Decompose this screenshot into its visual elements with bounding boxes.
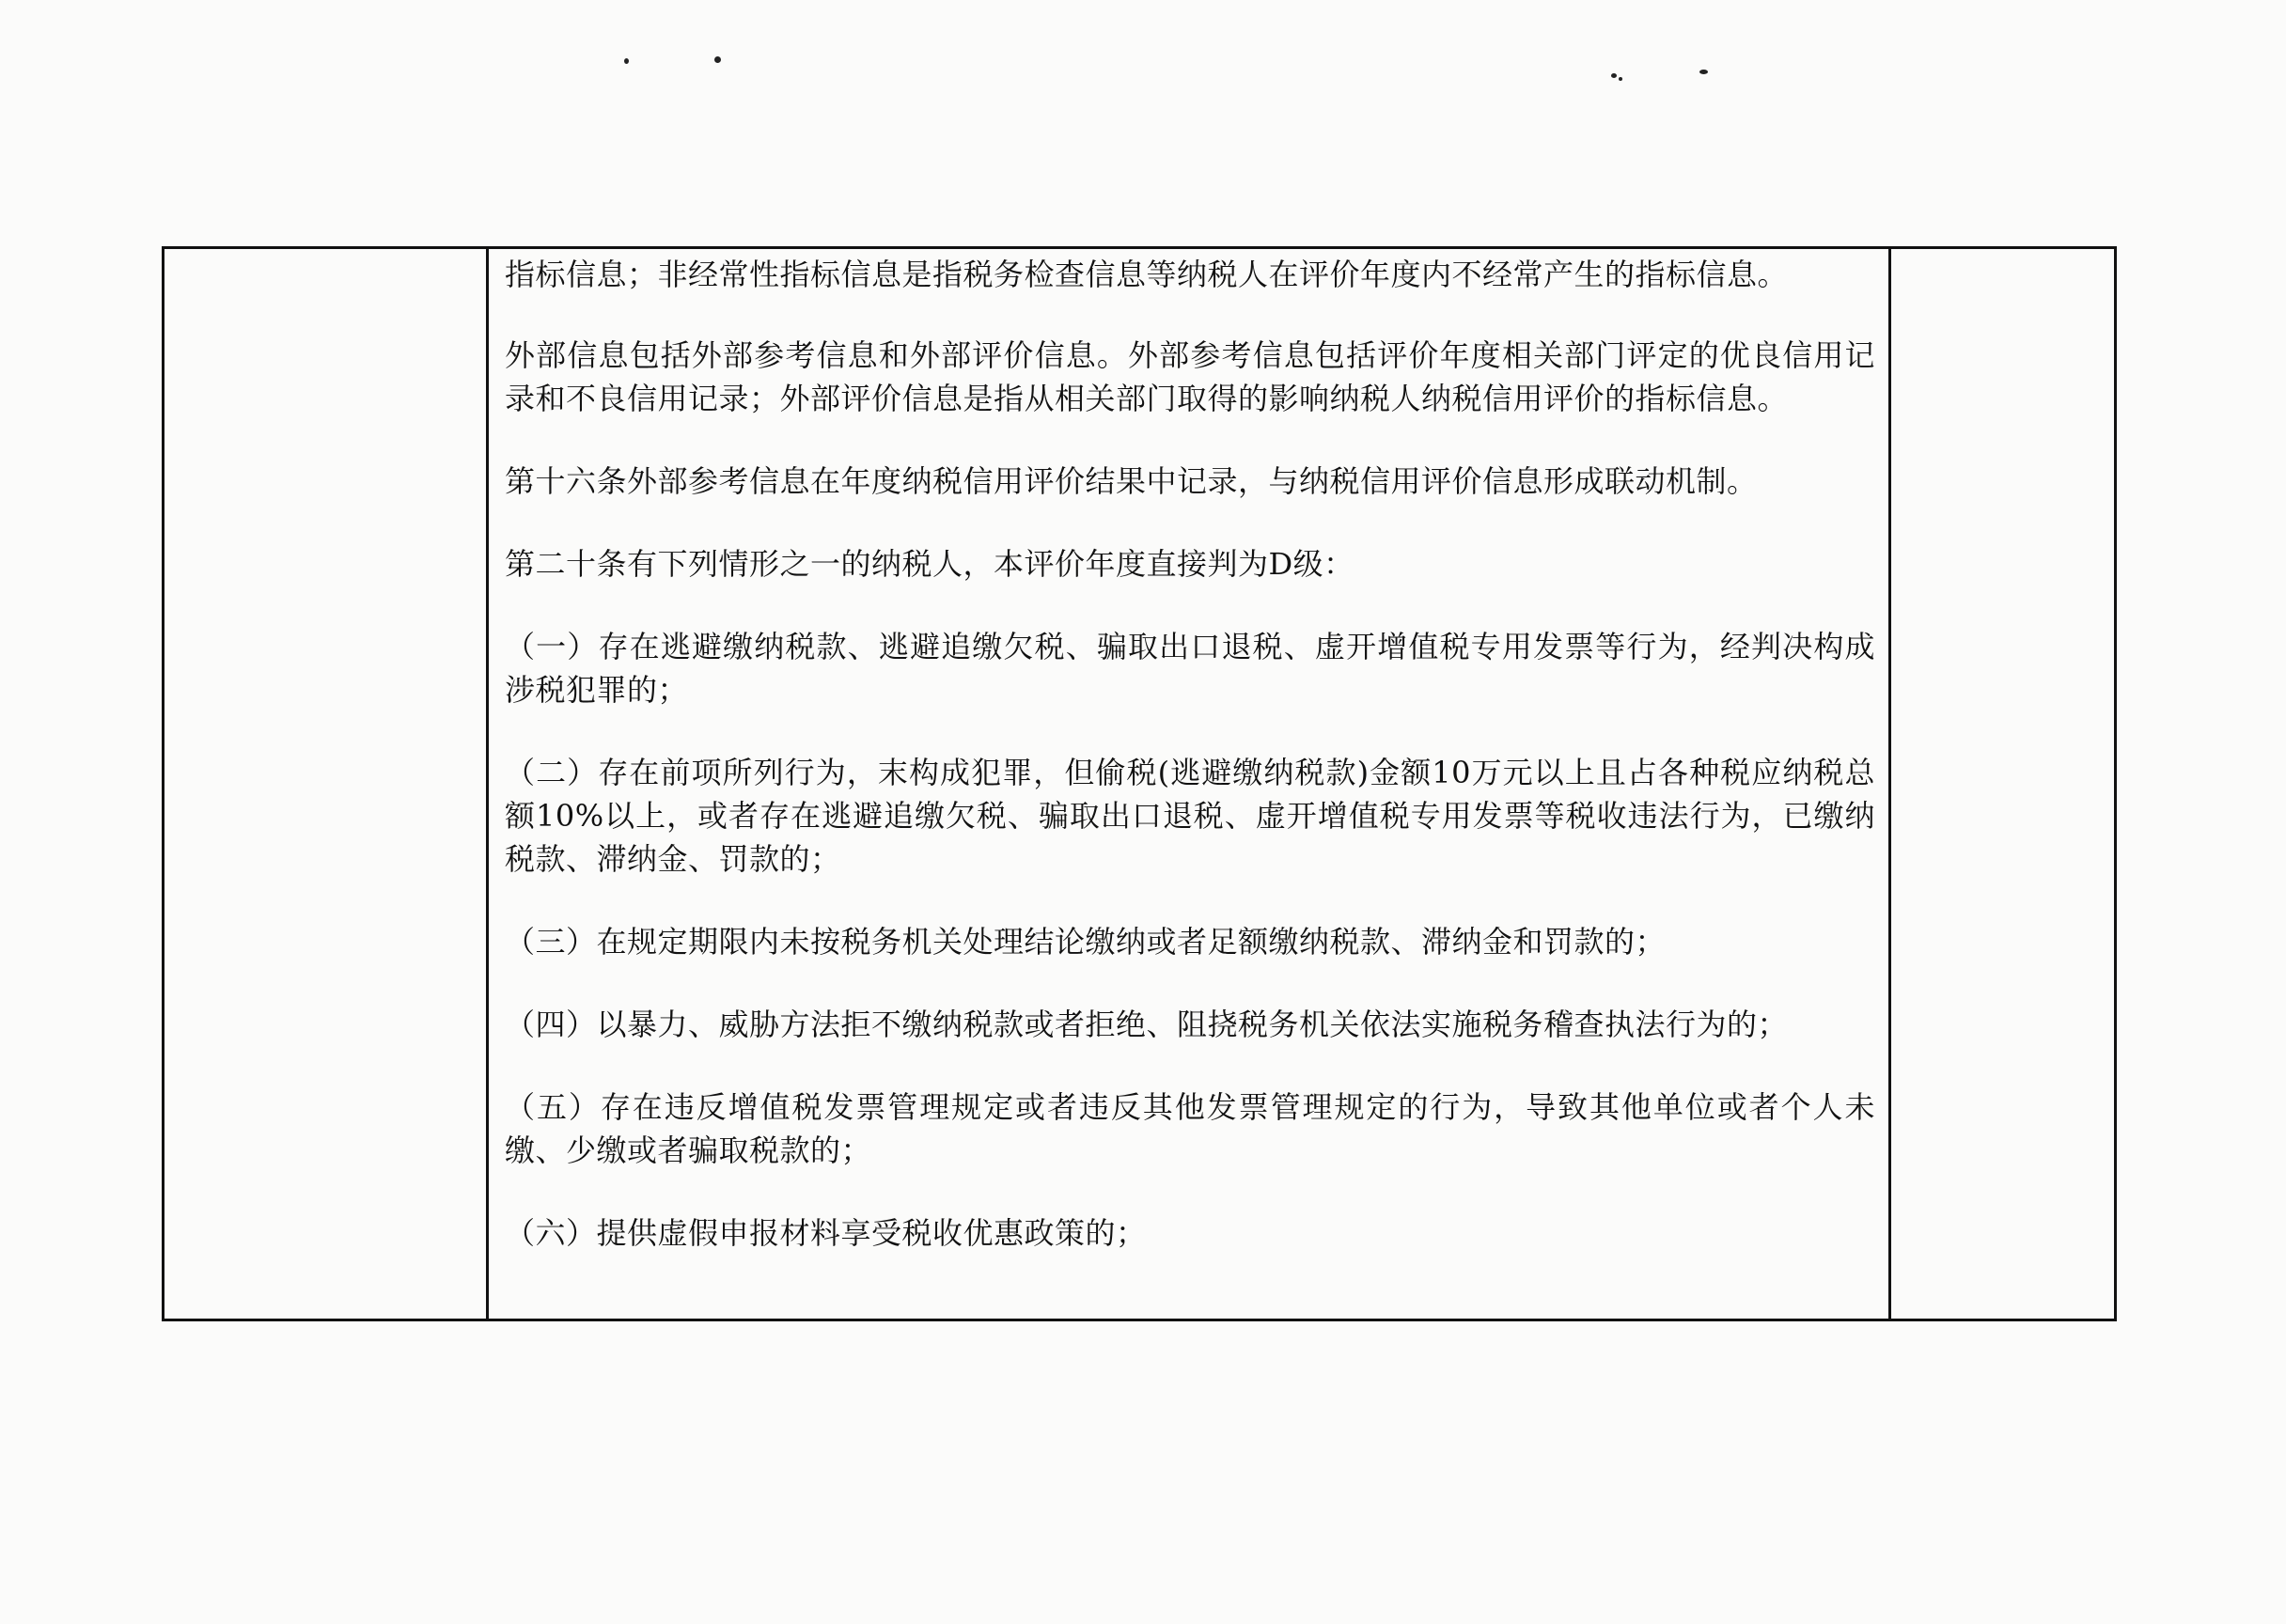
scan-speck: [1699, 70, 1708, 74]
table-content-column: [505, 249, 1875, 1319]
scan-speck: [1611, 73, 1617, 78]
list-item-4: （四）以暴力、威胁方法拒不缴纳税款或者拒绝、阻挠税务机关依法实施税务稽查执法行为的；: [505, 1007, 1789, 1042]
document-table: [162, 246, 2117, 1321]
paragraph-article-16: 第十六条外部参考信息在年度纳税信用评价结果中记录，与纳税信用评价信息形成联动机制。: [505, 463, 1758, 499]
list-item-2: （二）存在前项所列行为，末构成犯罪，但偷税(逃避缴纳税款)金额10万元以上且占各种税应纳税总额10%以上，或者存在逃避追缴欠税、骗取出口退税、虚开增值税专用发票等税收违法行为，已缴纳税款、滞纳金、罚款的；: [505, 755, 1875, 877]
list-item-5: （五）存在违反增值税发票管理规定或者违反其他发票管理规定的行为，导致其他单位或者个人未缴、少缴或者骗取税款的；: [505, 1089, 1875, 1168]
table-left-column: [164, 249, 489, 1319]
paragraph-external-info: 外部信息包括外部参考信息和外部评价信息。外部参考信息包括评价年度相关部门评定的优良信用记录和不良信用记录；外部评价信息是指从相关部门取得的影响纳税人纳税信用评价的指标信息。: [505, 337, 1875, 416]
paragraph-indicator-info: 指标信息；非经常性指标信息是指税务检查信息等纳税人在评价年度内不经常产生的指标信息。: [505, 257, 1789, 292]
scan-speck: [1619, 77, 1622, 81]
list-item-3: （三）在规定期限内未按税务机关处理结论缴纳或者足额缴纳税款、滞纳金和罚款的；: [505, 924, 1667, 960]
list-item-6: （六）提供虚假申报材料享受税收优惠政策的；: [505, 1215, 1147, 1251]
scan-speck: [624, 58, 629, 64]
list-item-1: （一）存在逃避缴纳税款、逃避追缴欠税、骗取出口退税、虚开增值税专用发票等行为，经判决构成涉税犯罪的；: [505, 629, 1875, 708]
scan-speck: [714, 56, 721, 63]
paragraph-article-20: 第二十条有下列情形之一的纳税人，本评价年度直接判为D级：: [505, 546, 1354, 582]
table-right-column: [1888, 249, 2114, 1319]
